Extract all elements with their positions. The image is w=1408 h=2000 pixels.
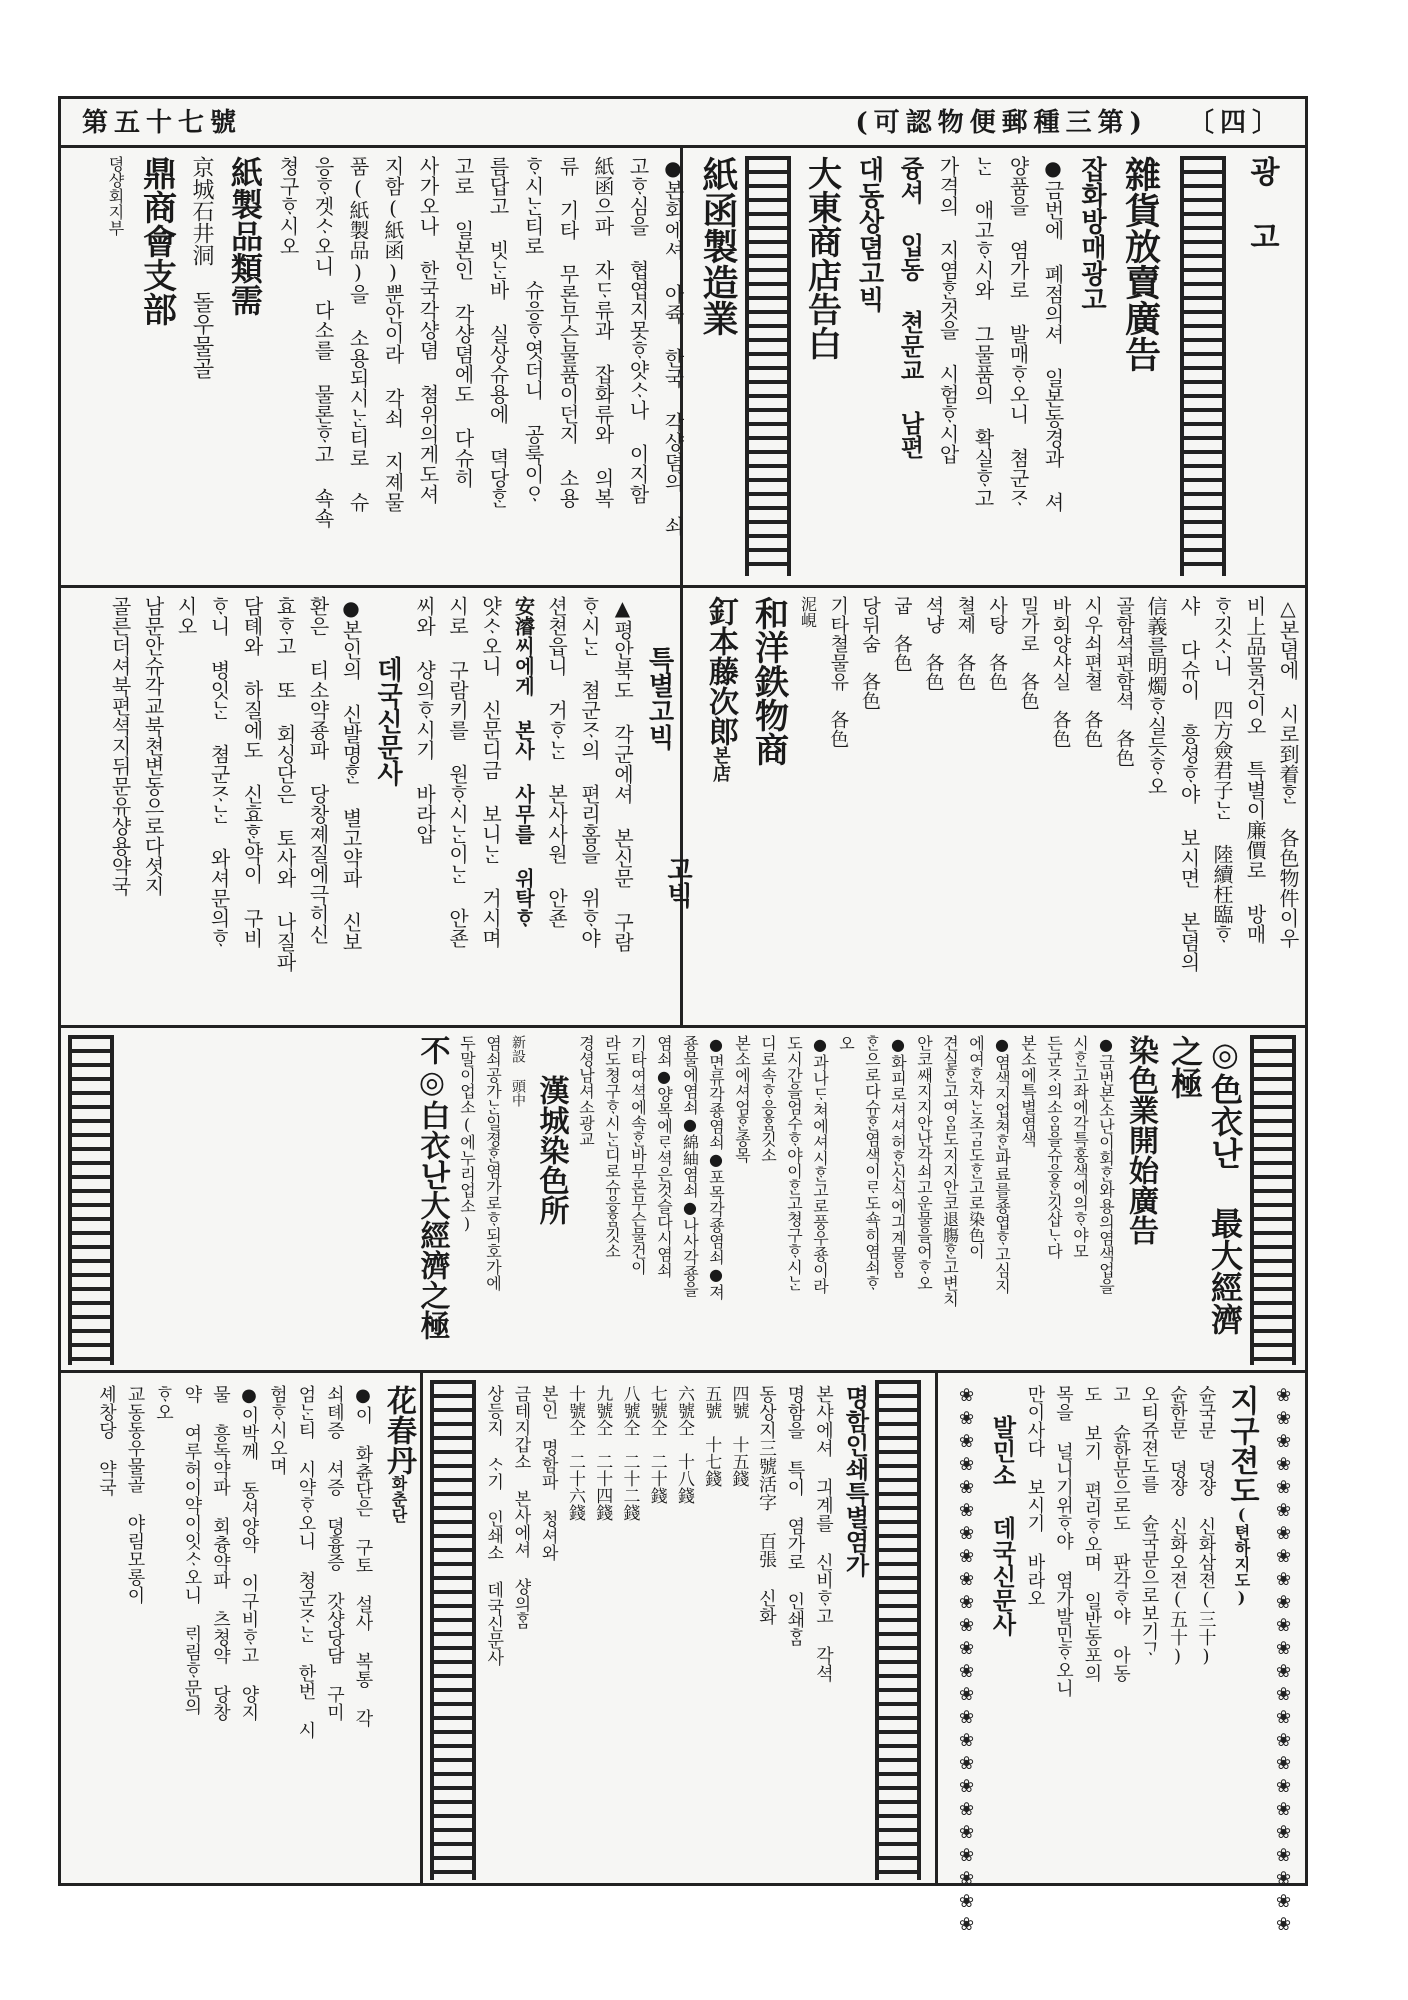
shop-owner: 釘本藤次郎 xyxy=(703,596,738,746)
dye-footer: 不◎白衣난大經濟之極 xyxy=(414,1035,450,1340)
dye-note: 新設 頭中 xyxy=(510,1035,526,1107)
ad-body-line: ●금번에 폐점의셔 일본동경과 셔 xyxy=(1041,156,1065,512)
price-value: 二十錢 xyxy=(646,1453,667,1504)
ad-title-hangul: 잡화방매광고 xyxy=(1076,156,1107,312)
medicine-line: 약 여루허이약이잇ᄉᆞ오니 ᄅᆡ림ᄒᆞ문의 xyxy=(181,1385,203,1715)
notice-line: 얏ᄉᆞ오니 신문디금 보니ᄂᆞᆫ 거시며 xyxy=(478,596,503,948)
shop-name: 和洋鉄物商 xyxy=(748,596,789,766)
item-name: 바회양샤실 xyxy=(1049,596,1072,691)
item-line xyxy=(1048,596,1072,1018)
meander-border-6 xyxy=(430,1380,476,1880)
item-line xyxy=(953,596,977,1018)
pharmacy-line: ●본인의 신발명ᄒᆞᆫ 별고약파 신보 xyxy=(339,596,363,952)
item-line xyxy=(921,596,945,1018)
item-color: 各色 xyxy=(954,653,977,691)
meander-border-3 xyxy=(1250,1035,1296,1365)
dye-line: 든군ᄌᆞ의소ᄋᆞᆷ을슈응ᄒᆞᆫ깃삽ᄂᆞ다 xyxy=(1044,1035,1064,1259)
page-header xyxy=(58,96,1308,148)
pharmacy-line: 효ᄒᆞ고 또 회싱단은 토사와 나질파 xyxy=(273,596,297,972)
dye-line: 시ᄒᆞᆫ고좌에각특홍색에의ᄒᆞ야모 xyxy=(1070,1035,1090,1259)
item-color: 各色 xyxy=(827,710,850,748)
map-line: 도 보기 편리ᄒᆞ오며 일반동포의 xyxy=(1081,1385,1103,1682)
price-value: 十七錢 xyxy=(701,1436,722,1487)
section-title: 광 고 xyxy=(1244,156,1279,251)
shop-address: 즁셔 입동 쳔문교 남편 xyxy=(896,156,925,459)
card-line: 동상지三號活字 百張 신화 xyxy=(756,1385,777,1625)
map-line: 슌한문 뎡쟝 신화오젼(五十) xyxy=(1167,1385,1188,1667)
ad-body-line: 사가오나 한국각샹뎜 쳠위의게도셔 xyxy=(416,156,440,504)
dye-line: 염쇠●양목에ᄅᆞ셕은것슬다시염쇠 xyxy=(654,1035,674,1278)
dye-line: 본소에특별염색 xyxy=(1018,1035,1038,1147)
ad-card-printing xyxy=(485,1385,870,1875)
price-row xyxy=(564,1385,585,1875)
item-color: 各色 xyxy=(1081,710,1104,748)
medicine-line: ●이박께 동셔양약 이구비ᄒᆞ고 양지 xyxy=(238,1385,260,1721)
medicine-line: 험ᄒᆞ시오며 xyxy=(267,1385,288,1475)
item-name: 시우쇠편쳘 xyxy=(1081,596,1104,691)
notice-label: 고빅 xyxy=(662,856,693,908)
ad-subtitle: 紙製品類需 xyxy=(226,156,264,316)
ad-body-line: 샤 다슈이 흥셩ᄒᆞ야 보시면 본뎜의 xyxy=(1177,596,1201,972)
price-size: 九號仝 xyxy=(592,1385,613,1436)
item-color: 各色 xyxy=(1113,729,1135,767)
medicine-line: 쇠톄증 셔증 뎡흉증 갓샹당담 구미 xyxy=(324,1385,345,1721)
pharmacy-line: 남문안슈각교북쳔변동으로다셧지 xyxy=(141,596,165,896)
map-line: 오티쥬젼도를 슌국문으로보기ᄀᆞ xyxy=(1138,1385,1160,1658)
dye-line: 디로속ᄒᆞ응ᄒᆞᆷ깃소 xyxy=(758,1035,778,1163)
item-line xyxy=(1080,596,1104,1018)
map-title-note: (텬하지도) xyxy=(1232,1505,1251,1607)
dye-shop-name: 漢城染色所 xyxy=(533,1075,569,1225)
dye-line: 오 xyxy=(836,1035,856,1051)
notice-line: ▲평안북도 각군에셔 본신문 구람 xyxy=(610,596,635,952)
item-line xyxy=(889,596,913,1018)
vdivider-bottom-2 xyxy=(420,1373,423,1886)
item-line xyxy=(984,596,1008,1018)
dye-line: ●과나ᄃᆞ쳐에셔시ᄒᆞᆫ고로풍우죵이라 xyxy=(810,1035,830,1294)
ad-hardware-store xyxy=(662,596,1300,1018)
card-footer: 본인 명함파 청셔와 xyxy=(537,1385,558,1561)
pharmacy-line: 시오 xyxy=(174,596,198,636)
price-value: 二十四錢 xyxy=(592,1453,613,1521)
ad-body-line: ●본회에셔 아쥭 한국 각샹뎜의 쇠 xyxy=(661,156,685,536)
ad-body-line: 信義를明燭ᄒᆞ실듯ᄒᆞ오 xyxy=(1144,596,1168,796)
firm-address: 京城石井洞 돌우물골 xyxy=(189,156,214,379)
ad-special-notice xyxy=(70,596,675,1018)
dye-price-line: 두말이업소(에누리업소) xyxy=(457,1035,477,1233)
ad-body-line: 지함(紙函)뿐안이라 각쇠 지졔물 xyxy=(381,156,405,512)
ad-body-line: ᄒᆞ깃ᄉᆞ니 四方僉君子ᄂᆞᆫ 陸續枉臨ᄒᆞ xyxy=(1210,596,1234,944)
map-line: 만이사다 보시기 바라오 xyxy=(1024,1385,1046,1607)
notice-line: 션쳔읍니 거ᄒᆞᄂᆞᆫ 본사사원 안죤 xyxy=(544,596,569,928)
item-name: 당뒤숨 xyxy=(859,596,881,653)
item-name: 골함셕편함셕 xyxy=(1113,596,1135,710)
dye-line: 견실ᄒᆞᆫ고여ᄋᆞᆷ도지지안코退膓ᄒᆞᆫ고변치 xyxy=(940,1035,960,1307)
dye-line: ●염색지업쳐ᄒᆞᆫ파료를죵엽ᄒᆞ고심지 xyxy=(992,1035,1012,1294)
item-line xyxy=(857,596,881,1018)
medicine-title-note: 화춘단 xyxy=(389,1475,408,1523)
price-row xyxy=(618,1385,639,1875)
card-line: 본샤에셔 긔계를 신비ᄒᆞ고 각셕 xyxy=(813,1385,834,1682)
dye-line: 경셩남셔소광교 xyxy=(576,1035,596,1147)
ad-body-line: 紙函으파 자ᄃᆞ류과 잡화류와 의복 xyxy=(591,156,615,508)
card-footer: 금테지갑소 본사에셔 샹의ᄒᆞᆷ xyxy=(510,1385,531,1629)
notice-title: 특별고빅 xyxy=(644,646,674,750)
ad-body-line: 류 기타 무론무슨물품이던지 소용 xyxy=(556,156,580,508)
price-size: 八號仝 xyxy=(619,1385,640,1436)
firm-name: 鼎商會支部 xyxy=(136,156,177,326)
price-size: 四號 xyxy=(728,1385,749,1419)
ad-body-line: 고로 일본인 각샹뎜에도 다슈히 xyxy=(451,156,475,488)
ad-body-line: 응ᄒᆞ겟ᄉᆞ오니 다소를 물론ᄒᆞ고 쇽쇽 xyxy=(311,156,335,528)
item-line xyxy=(826,596,850,1018)
ad-world-map xyxy=(980,1385,1260,1875)
price-size: 七號仝 xyxy=(646,1385,667,1436)
item-name: 굽 xyxy=(890,596,913,615)
firm-name-hangul: 뎡샹회지부 xyxy=(106,156,125,236)
meander-border-2 xyxy=(745,156,791,576)
vdivider-bottom-1 xyxy=(935,1373,938,1886)
ad-body-line: △본뎜에 시로到着ᄒᆞᆫ 各色物件이우 xyxy=(1276,596,1300,948)
item-color: 各色 xyxy=(890,634,913,672)
dye-line: ●면류각죵염쇠●포목각죵염쇠●져 xyxy=(706,1035,726,1300)
map-line: 고 슌한문으로도 판각ᄒᆞ야 아동 xyxy=(1110,1385,1131,1682)
ad-body-line: ᄒᆞ시ᄂᆞᆫ티로 슈응ᄒᆞ엿더니 공룩이ᄋᆞ xyxy=(521,156,545,504)
dye-line: 안코쌔지지안난각쇠고운물을어ᄒᆞ오 xyxy=(914,1035,934,1291)
map-seller: 발민소 데국신문사 xyxy=(988,1415,1017,1636)
item-color: 各色 xyxy=(1017,672,1040,710)
dye-line: 본소에셔엄ᄒᆞᆫ종목 xyxy=(732,1035,752,1163)
dye-line: 라도쳥구ᄒᆞ시ᄂᆞᆫ디로슈응ᄒᆞᆷ깃소 xyxy=(602,1035,622,1259)
dye-line: 도시간을엄수ᄒᆞ야이ᄒᆞᆫ고쳥구ᄒᆞ시ᄂᆞᆫ xyxy=(784,1035,804,1291)
shop-name-hanja: 大東商店告白 xyxy=(801,156,842,360)
price-value: 二十二錢 xyxy=(619,1453,640,1521)
medicine-line: 엄ᄂᆞᆫ티 시약ᄒᆞ오니 쳥군ᄌᆞᄂᆞᆫ 한번 시 xyxy=(295,1385,317,1739)
notice-line: 安濬씨에게 본사 사무를 위탁ᄒᆞ xyxy=(511,596,536,928)
divider-3 xyxy=(58,1370,1308,1373)
item-line xyxy=(1111,596,1135,1018)
item-name: 사탕 xyxy=(986,596,1008,634)
price-value: 二十六錢 xyxy=(565,1453,585,1521)
divider-1 xyxy=(58,585,1308,588)
price-size: 五號 xyxy=(701,1385,722,1419)
ad-paper-box xyxy=(106,156,740,576)
price-row xyxy=(673,1385,694,1875)
item-name: 밀가로 xyxy=(1017,596,1040,653)
item-color: 各色 xyxy=(1049,710,1072,748)
medicine-line: ᄒᆞ오 xyxy=(153,1385,174,1421)
ad-body-line: 쳥구ᄒᆞ시오 xyxy=(276,156,300,256)
pharmacy-line: ᄒᆞ니 병잇ᄂᆞᆫ 쳠군ᄌᆞᄂᆞᆫ 와셔문의ᄒᆞ xyxy=(207,596,231,948)
page-number: 〔四〕 xyxy=(1187,108,1284,138)
ad-hwachun-medicine xyxy=(72,1385,417,1875)
postal-notice: (可認物便郵種三第) xyxy=(855,108,1148,138)
ad-title: 紙函製造業 xyxy=(697,156,739,336)
price-value: 十八錢 xyxy=(674,1453,694,1504)
medicine-line: 교동동우물골 야림모롱이 xyxy=(124,1385,146,1604)
card-line: 명함을 특이 염가로 인쇄ᄒᆞᆷ xyxy=(784,1385,806,1646)
price-row xyxy=(646,1385,667,1875)
price-row xyxy=(727,1385,748,1875)
item-name: 쳘졔 xyxy=(954,596,977,634)
divider-2 xyxy=(58,1025,1308,1028)
ad-body-line: 품(紙製品)을 소용되시ᄂᆞᆫ티로 슈 xyxy=(346,156,370,512)
notice-signature: 데국신문사 xyxy=(372,656,403,786)
ad-dye-works xyxy=(120,1035,1245,1365)
card-title: 명함인쇄특별염가 xyxy=(841,1385,870,1577)
notice-line: ᄒᆞ시ᄂᆞᆫ 쳠군ᄌᆞ의 편리홈을 위ᄒᆞ야 xyxy=(577,596,602,948)
price-size: 六號仝 xyxy=(674,1385,694,1436)
dye-line: 에여ᄒᆞᆫ자ᄂᆞᆫ조ᄀᆞᆷ도ᄒᆞᆫ고로染色이 xyxy=(966,1035,986,1259)
ad-body-line: ᄂᆞᆫ 애고ᄒᆞ시와 그물품의 확실ᄒᆞ고 xyxy=(971,156,995,508)
dye-headline: ◎色衣난 最大經濟之極 xyxy=(1166,1035,1244,1335)
item-line xyxy=(1016,596,1040,1018)
item-color: 各色 xyxy=(986,653,1008,691)
ad-dadong-shop xyxy=(800,156,1300,576)
price-row xyxy=(700,1385,721,1875)
medicine-line: ●이 화츈단은 구토 설사 복통 각 xyxy=(352,1385,374,1727)
medicine-line: 셰창당 약국 xyxy=(96,1385,117,1496)
medicine-title: 花春丹 xyxy=(381,1385,416,1475)
ornament-border-left: ❀❀❀❀❀❀❀❀❀❀❀❀❀❀❀❀❀❀❀❀❀❀❀❀ xyxy=(956,1385,977,1937)
issue-number: 第五十七號 xyxy=(82,108,243,138)
map-line: 목을 널니기위ᄒᆞ야 염가발민ᄒᆞ오니 xyxy=(1053,1385,1074,1697)
dye-line: ᄒᆞᆫ으로다슈ᄒᆞᆫ염색이ᄅᆞ도쇽히염쇠ᄒᆞ xyxy=(862,1035,882,1291)
notice-line: 시로 구람키를 원ᄒᆞ시ᄂᆞᆫ이ᄂᆞᆫ 안죤 xyxy=(445,596,470,948)
item-color: 各色 xyxy=(859,672,881,710)
dye-price-line: 염쇠공가ᄂᆞᆫ일졍ᄒᆞᆫ염가로ᄒᆞ되호가에 xyxy=(483,1035,503,1291)
item-name: 기타쳘물유 xyxy=(827,596,850,691)
meander-border-5 xyxy=(875,1380,921,1880)
pharmacy-line: 담톄와 하질에도 신효ᄒᆞᆫ약이 구비 xyxy=(240,596,264,948)
price-value: 十五錢 xyxy=(728,1436,749,1487)
map-title: 지구젼도 xyxy=(1224,1385,1259,1505)
branch-label: 본店 xyxy=(710,746,731,782)
notice-line: 씨와 샹의ᄒᆞ시기 바라압 xyxy=(412,596,437,844)
pharmacy-line: 골른더셔북편셕지뒤문유샹용약국 xyxy=(108,596,132,896)
pharmacy-line: 환은 티소약죵파 당창졔질에극히신 xyxy=(306,596,330,944)
dye-title: 染色業開始廣告 xyxy=(1123,1035,1158,1245)
ad-body-line: 름답고 빗ᄂᆞᆫ바 실상슈용에 뎍당ᄒᆞᆫ xyxy=(486,156,510,508)
price-row xyxy=(591,1385,612,1875)
ad-body-line: 가격의 지염ᄒᆞᆫ것을 시험ᄒᆞ시압 xyxy=(936,156,960,464)
map-line: 슌국문 뎡쟝 신화삼젼(三十) xyxy=(1195,1385,1217,1667)
item-name: 셕냥 xyxy=(922,596,945,634)
shop-location: 泥峴 xyxy=(798,596,818,628)
dye-line: 죵물에염쇠●綿紬염쇠●나사각죵을 xyxy=(680,1035,700,1297)
meander-border-4 xyxy=(68,1035,114,1365)
ad-body-line: 비上品물건이오 특별이廉價로 방매 xyxy=(1243,596,1267,944)
dye-line: ●금번본소난이회ᄒᆞᆫ와용의염색업을 xyxy=(1096,1035,1116,1294)
price-size: 十號仝 xyxy=(565,1385,585,1436)
card-footer: 상등지 ᄉᆞ기 인쇄소 데국신문사 xyxy=(483,1385,504,1666)
medicine-line: 물 흥독약파 회츙약파 츠쳥약 당창 xyxy=(210,1385,231,1721)
ad-body-line: 고ᄒᆞ심을 협엽지못ᄒᆞ얏ᄉᆞ나 이지함 xyxy=(626,156,650,504)
shop-name-hangul: 대동상뎜고빅 xyxy=(854,156,884,312)
dye-line: ●화피로셔셔허ᄒᆞᆫ신식에긔계물ᄋᆞᆷ xyxy=(888,1035,908,1278)
dye-line: 기타여셕에속ᄒᆞᆫ바무론무슨물건이 xyxy=(628,1035,648,1275)
ornament-border-right: ❀❀❀❀❀❀❀❀❀❀❀❀❀❀❀❀❀❀❀❀❀❀❀❀ xyxy=(1273,1385,1294,1937)
item-color: 各色 xyxy=(922,653,945,691)
ad-title-hanja: 雜貨放賣廣告 xyxy=(1119,156,1162,372)
ad-body-line: 양품을 염가로 발매ᄒᆞ오니 쳠군ᄌᆞ xyxy=(1006,156,1030,508)
